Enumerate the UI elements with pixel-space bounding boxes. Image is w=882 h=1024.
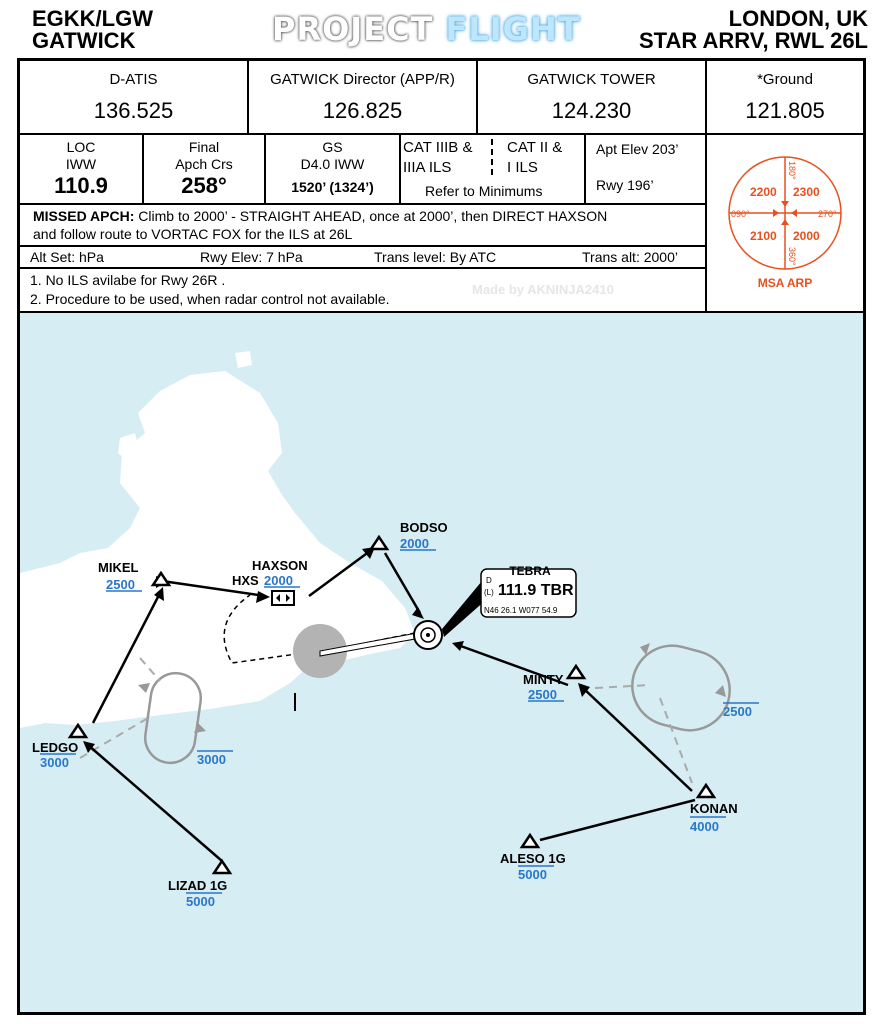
chart-map xyxy=(20,313,863,1012)
map-svg xyxy=(20,313,863,1012)
freq-tower xyxy=(478,61,707,135)
fix-aleso-alt: 5000 xyxy=(518,867,547,882)
elevation-cell xyxy=(586,135,707,205)
freq-value: 121.805 xyxy=(745,98,825,123)
fix-aleso-name: ALESO 1G xyxy=(500,851,566,866)
tebra-vortac xyxy=(414,564,576,649)
msa-sector-se: 2000 xyxy=(793,229,820,243)
msa-sector-sw: 2100 xyxy=(750,229,777,243)
freq-label: GATWICK Director (APP/R) xyxy=(270,71,455,88)
airport-name: GATWICK xyxy=(32,28,136,53)
fix-haxson-alt: 2000 xyxy=(264,573,293,588)
freq-label: GATWICK TOWER xyxy=(527,71,656,88)
missed-line1: Climb to 2000’ - STRAIGHT AHEAD, once at 2000’, then DIRECT HAXSON xyxy=(138,208,608,224)
msa-bearing-270: 270° xyxy=(818,209,837,219)
tebra-freq: 111.9 TBR xyxy=(498,582,574,599)
waypoint-ledgo xyxy=(70,725,86,737)
tebra-coords: N46 26.1 W077 54.9 xyxy=(484,606,558,615)
freq-ground xyxy=(707,61,863,135)
fix-ledgo-name: LEDGO xyxy=(32,740,79,755)
britain-landmass xyxy=(20,371,415,728)
missed-label: MISSED APCH: xyxy=(33,208,135,224)
freq-label: D-ATIS xyxy=(109,71,158,88)
title-white: PROJECT xyxy=(272,10,434,48)
hold-minty-alt: 2500 xyxy=(723,704,752,719)
gs-cell xyxy=(266,135,401,205)
fix-lizad-alt: 5000 xyxy=(186,894,215,909)
tebra-l: (L) xyxy=(484,588,494,597)
waypoint-lizad xyxy=(214,861,230,873)
rwy-elev-hpa: Rwy Elev: 7 hPa xyxy=(200,249,303,265)
freq-value: 126.825 xyxy=(322,98,403,123)
rwy-elev: Rwy 196’ xyxy=(596,177,654,193)
cat2-line2: I ILS xyxy=(507,159,538,176)
cat-divider xyxy=(491,139,493,175)
freq-value: 124.230 xyxy=(551,98,632,123)
city: LONDON, UK xyxy=(728,6,868,31)
project-flight-title xyxy=(272,10,581,48)
trans-level: Trans level: By ATC xyxy=(374,249,497,265)
settings-row xyxy=(20,247,707,269)
fix-bodso-alt: 2000 xyxy=(400,536,429,551)
fix-lizad-name: LIZAD 1G xyxy=(168,878,228,893)
msa-bearing-360: 360° xyxy=(787,247,797,266)
msa-diagram xyxy=(707,135,863,313)
gs-alt: 1520’ (1324’) xyxy=(291,179,374,195)
airport-code: EGKK/LGW xyxy=(32,6,153,31)
fix-ledgo-alt: 3000 xyxy=(40,755,69,770)
haxson-symbol xyxy=(272,591,294,605)
gs-dist: D4.0 IWW xyxy=(300,156,365,172)
missed-line1-wrap xyxy=(33,208,607,224)
waypoint-aleso xyxy=(522,835,538,847)
hold-ledgo-alt: 3000 xyxy=(197,752,226,767)
missed-approach xyxy=(20,205,707,247)
watermark: Made by AKNINJA2410 xyxy=(472,282,614,297)
final-course: 258° xyxy=(181,173,227,198)
fix-minty-alt: 2500 xyxy=(528,687,557,702)
freq-label: *Ground xyxy=(757,71,813,88)
cat3-line1: CAT IIIB & xyxy=(403,139,473,156)
cat-cell xyxy=(401,135,586,205)
loc-freq: 110.9 xyxy=(54,173,108,198)
msa-sector-nw: 2200 xyxy=(750,185,777,199)
tebra-name: TEBRA xyxy=(509,564,551,578)
procedure-header xyxy=(639,8,868,52)
refer-minimums: Refer to Minimums xyxy=(425,183,543,199)
islands xyxy=(235,351,252,368)
land xyxy=(20,351,415,728)
airport-header xyxy=(32,8,153,52)
alt-set: Alt Set: hPa xyxy=(30,249,104,265)
missed-line2: and follow route to VORTAC FOX for the ILS at 26L xyxy=(33,226,353,242)
trans-alt: Trans alt: 2000’ xyxy=(582,249,678,265)
cat3-line2: IIIA ILS xyxy=(403,159,452,176)
apt-elev: Apt Elev 203’ xyxy=(596,141,679,157)
loc-ident: IWW xyxy=(65,156,97,172)
freq-atis xyxy=(20,61,249,135)
fix-mikel-alt: 2500 xyxy=(106,577,135,592)
loc-cell xyxy=(20,135,144,205)
note-2: 2. Procedure to be used, when radar control not available. xyxy=(30,291,390,307)
final-label-1: Final xyxy=(188,139,220,155)
msa-bearing-180: 180° xyxy=(787,161,797,180)
fix-haxson-ident: HXS xyxy=(232,573,259,588)
final-course-cell xyxy=(144,135,266,205)
fix-konan-name: KONAN xyxy=(690,801,738,816)
waypoint-minty xyxy=(568,666,584,678)
msa-bearing-090: 090° xyxy=(731,209,750,219)
msa-cell xyxy=(707,135,863,313)
fix-bodso-name: BODSO xyxy=(400,520,448,535)
cat2-line1: CAT II & xyxy=(507,139,563,156)
final-label-2: Apch Crs xyxy=(175,156,233,172)
fix-mikel-name: MIKEL xyxy=(98,560,139,575)
loc-label: LOC xyxy=(66,139,96,155)
tebra-d: D xyxy=(486,576,492,585)
msa-label: MSA ARP xyxy=(757,276,813,290)
note-1: 1. No ILS avilabe for Rwy 26R . xyxy=(30,272,226,288)
fix-konan-alt: 4000 xyxy=(690,819,719,834)
gs-label: GS xyxy=(322,139,343,155)
freq-value: 136.525 xyxy=(93,98,174,123)
fix-haxson-name: HAXSON xyxy=(252,558,308,573)
procedure-name: STAR ARRV, RWL 26L xyxy=(638,28,868,53)
waypoint-konan xyxy=(698,785,714,797)
freq-director xyxy=(249,61,478,135)
waypoint-bodso xyxy=(371,537,387,549)
msa-sector-ne: 2300 xyxy=(793,185,820,199)
fix-minty-name: MINTY xyxy=(523,672,564,687)
title-blue: FLIGHT xyxy=(445,10,581,48)
